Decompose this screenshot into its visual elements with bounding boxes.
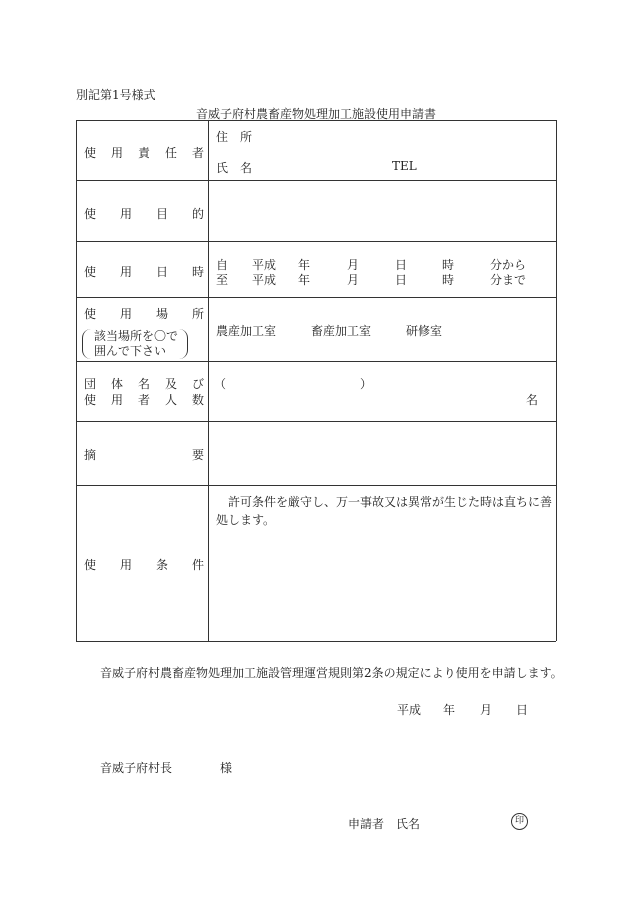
purpose-field[interactable] xyxy=(209,181,556,241)
row-divider xyxy=(76,485,556,486)
table-border-right xyxy=(556,120,557,641)
seal-icon: 印 xyxy=(511,813,528,830)
label-datetime: 使 用 日 時 xyxy=(84,265,204,279)
place-option-livestock-processing[interactable]: 畜産加工室 xyxy=(311,324,372,338)
form-title: 音威子府村農畜産物処理加工施設使用申請書 xyxy=(195,107,436,121)
label-responsible-person: 使 用 責 任 者 xyxy=(84,146,204,160)
label-conditions: 使 用 条 件 xyxy=(84,558,204,572)
label-purpose: 使 用 目 的 xyxy=(84,207,204,221)
table-border-left xyxy=(76,120,77,641)
label-user-count: 使 用 者 人 数 xyxy=(84,393,204,407)
applicant-name-field[interactable]: 氏名 xyxy=(396,817,421,831)
addressee: 音威子府村長 xyxy=(100,761,173,775)
address-field[interactable]: 住 所 xyxy=(216,130,253,144)
group-open-paren: （ xyxy=(214,377,227,391)
table-border-top xyxy=(76,120,556,121)
user-count-unit: 名 xyxy=(526,393,539,407)
row-divider xyxy=(76,361,556,362)
label-summary: 摘 要 xyxy=(84,448,204,462)
declaration-text: 音威子府村農畜産物処理加工施設管理運営規則第2条の規定により使用を申請します。 xyxy=(100,666,563,680)
place-note: 該当場所を〇で 囲んで下さい xyxy=(94,329,179,358)
applicant-label: 申請者 xyxy=(348,817,385,831)
place-option-training-room[interactable]: 研修室 xyxy=(406,324,443,338)
name-field[interactable]: 氏 名 xyxy=(216,161,253,175)
honorific: 様 xyxy=(220,761,233,775)
label-group-name: 団 体 名 及 び xyxy=(84,377,204,391)
row-divider xyxy=(76,297,556,298)
label-place: 使 用 場 所 xyxy=(84,307,204,321)
conditions-text: 許可条件を厳守し、万一事故又は異常が生じた時は直ちに善処します。 xyxy=(216,495,553,527)
summary-field[interactable] xyxy=(209,422,556,484)
group-name-field[interactable] xyxy=(228,372,358,390)
group-close-paren: ） xyxy=(360,377,373,391)
row-divider xyxy=(76,241,556,242)
place-option-agri-processing[interactable]: 農産加工室 xyxy=(216,324,277,338)
form-number: 別記第1号様式 xyxy=(76,88,156,102)
tel-field[interactable]: TEL xyxy=(392,159,417,173)
table-border-bottom xyxy=(76,641,556,642)
